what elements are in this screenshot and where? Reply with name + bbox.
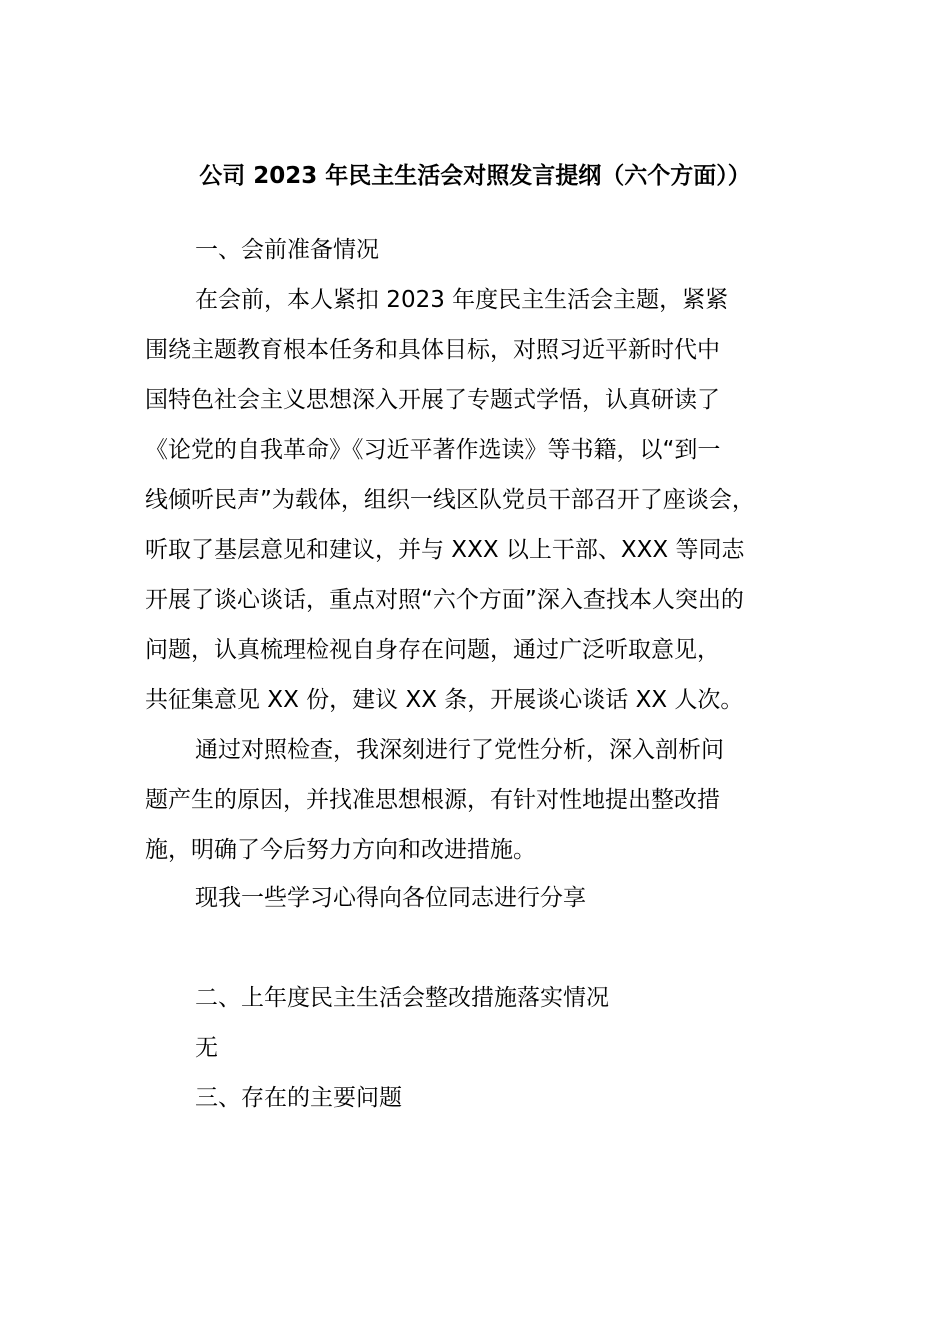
paragraph-2-line: 通过对照检查，我深刻进行了党性分析，深入剖析问 (195, 737, 724, 763)
paragraph-2-line: 题产生的原因，并找准思想根源，有针对性地提出整改措 (145, 787, 720, 813)
paragraph-1-line: 《论党的自我革命》《习近平著作选读》等书籍，以“到一 (145, 437, 721, 463)
paragraph-1-line: 共征集意见 XX 份，建议 XX 条，开展谈心谈话 XX 人次。 (145, 687, 744, 713)
document-title: 公司 2023 年民主生活会对照发言提纲（六个方面）） (199, 163, 751, 189)
section-2-heading: 二、上年度民主生活会整改措施落实情况 (195, 985, 609, 1011)
paragraph-1-line: 在会前，本人紧扣 2023 年度民主生活会主题，紧紧 (195, 287, 729, 313)
section-3-heading: 三、存在的主要问题 (195, 1085, 402, 1111)
paragraph-3: 现我一些学习心得向各位同志进行分享 (195, 885, 586, 911)
paragraph-1-line: 问题，认真梳理检视自身存在问题，通过广泛听取意见， (145, 637, 720, 663)
paragraph-1-line: 围绕主题教育根本任务和具体目标，对照习近平新时代中 (145, 337, 720, 363)
paragraph-1-line: 线倾听民声”为载体，组织一线区队党员干部召开了座谈会， (145, 487, 755, 513)
paragraph-2-line: 施，明确了今后努力方向和改进措施。 (145, 837, 536, 863)
paragraph-1-line: 开展了谈心谈话，重点对照“六个方面”深入查找本人突出的 (145, 587, 744, 613)
section-1-heading: 一、会前准备情况 (195, 237, 379, 263)
paragraph-1-line: 国特色社会主义思想深入开展了专题式学悟，认真研读了 (145, 387, 720, 413)
section-2-content: 无 (195, 1035, 218, 1061)
paragraph-1-line: 听取了基层意见和建议，并与 XXX 以上干部、XXX 等同志 (145, 537, 745, 563)
